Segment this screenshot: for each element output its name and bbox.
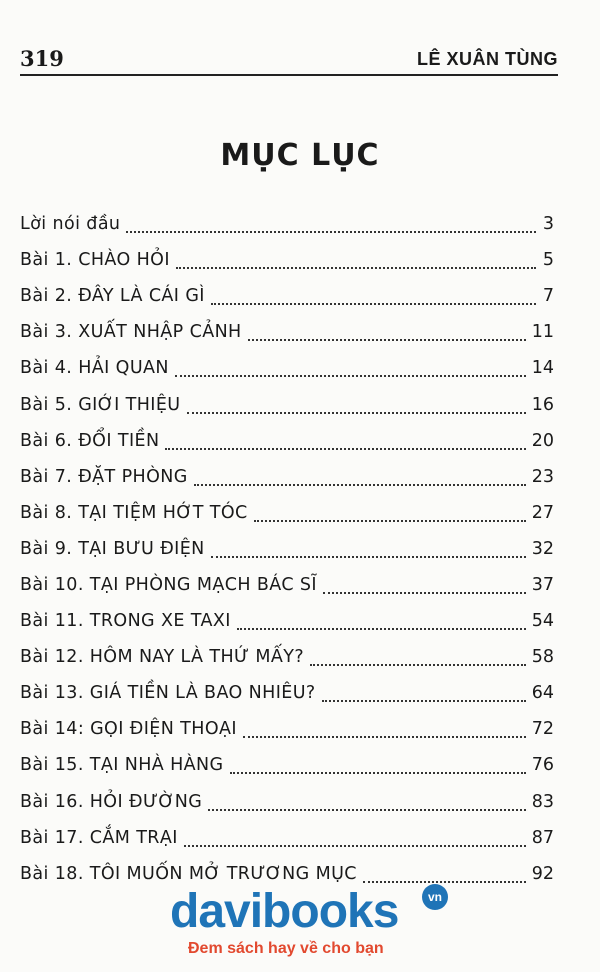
table-of-contents [20,206,554,892]
dot-leader [322,700,526,702]
toc-entry[interactable] [20,711,554,747]
toc-entry-page: 37 [531,574,554,595]
toc-entry[interactable] [20,639,554,675]
dot-leader [165,448,525,450]
dot-leader [310,664,526,666]
toc-entry-page: 64 [531,683,554,704]
dot-leader [184,845,526,847]
toc-entry[interactable] [20,278,554,314]
toc-entry[interactable] [20,603,554,639]
toc-entry-label: Bài 6. ĐỔI TIỀN [20,430,160,451]
toc-entry[interactable] [20,784,554,820]
toc-title: MỤC LỤC [220,138,380,173]
dot-leader [237,628,526,630]
toc-entry-page: 58 [531,647,554,668]
dot-leader [126,231,536,233]
toc-entry-page: 20 [531,430,554,451]
toc-entry-page: 5 [542,250,554,271]
toc-entry-page: 87 [531,827,554,848]
brand-slogan: Đem sách hay về cho bạn [188,940,384,957]
toc-entry[interactable] [20,531,554,567]
toc-entry-page: 16 [531,394,554,415]
dot-leader [187,412,526,414]
dot-leader [230,772,526,774]
toc-entry-label: Bài 18. TÔI MUỐN MỞ TRƯƠNG MỤC [20,863,357,884]
toc-entry-label: Bài 7. ĐẶT PHÒNG [20,466,188,487]
dot-leader [208,809,526,811]
dot-leader [254,520,526,522]
toc-entry-label: Bài 9. TẠI BƯU ĐIỆN [20,538,205,559]
toc-entry[interactable] [20,350,554,386]
toc-entry-page: 92 [531,863,554,884]
dot-leader [211,303,536,305]
toc-entry[interactable] [20,423,554,459]
toc-entry-label: Lời nói đầu [20,214,121,235]
toc-entry-label: Bài 1. CHÀO HỎI [20,250,170,271]
toc-entry-label: Bài 8. TẠI TIỆM HỚT TÓC [20,502,248,523]
dot-leader [248,339,526,341]
page-number: 319 [20,46,64,71]
toc-entry[interactable] [20,314,554,350]
brand-badge: vn [422,884,448,910]
toc-entry-page: 76 [531,755,554,776]
toc-entry-label: Bài 15. TẠI NHÀ HÀNG [20,755,224,776]
dot-leader [194,484,526,486]
toc-entry[interactable] [20,242,554,278]
toc-entry-page: 72 [531,719,554,740]
toc-entry-page: 23 [531,466,554,487]
toc-entry-label: Bài 3. XUẤT NHẬP CẢNH [20,322,242,343]
dot-leader [243,736,526,738]
toc-entry-label: Bài 13. GIÁ TIỀN LÀ BAO NHIÊU? [20,683,316,704]
toc-entry-label: Bài 16. HỎI ĐƯỜNG [20,791,203,812]
toc-entry[interactable] [20,820,554,856]
page-header [20,44,558,76]
dot-leader [211,556,526,558]
toc-entry-page: 83 [531,791,554,812]
toc-entry[interactable] [20,206,554,242]
toc-entry-label: Bài 5. GIỚI THIỆU [20,394,181,415]
toc-entry-label: Bài 4. HẢI QUAN [20,358,169,379]
author-name: LÊ XUÂN TÙNG [417,49,558,69]
toc-entry-label: Bài 12. HÔM NAY LÀ THỨ MẤY? [20,647,305,668]
toc-entry-label: Bài 14: GỌI ĐIỆN THOẠI [20,719,237,740]
toc-entry-page: 54 [531,611,554,632]
toc-entry-page: 27 [531,502,554,523]
toc-entry-page: 32 [531,538,554,559]
toc-entry-page: 11 [531,322,554,343]
toc-entry[interactable] [20,459,554,495]
toc-entry-page: 3 [542,214,554,235]
toc-entry-page: 14 [531,358,554,379]
toc-entry[interactable] [20,567,554,603]
toc-entry-label: Bài 17. CẮM TRẠI [20,827,178,848]
toc-entry-page: 7 [542,286,554,307]
watermark-logo [170,885,470,968]
brand-name: davibooks [170,885,399,938]
toc-entry[interactable] [20,675,554,711]
dot-leader [363,881,526,883]
toc-entry-label: Bài 2. ĐÂY LÀ CÁI GÌ [20,286,205,307]
dot-leader [176,267,536,269]
dot-leader [323,592,526,594]
dot-leader [175,375,526,377]
toc-entry[interactable] [20,495,554,531]
toc-entry[interactable] [20,386,554,422]
toc-entry[interactable] [20,747,554,783]
toc-entry-label: Bài 10. TẠI PHÒNG MẠCH BÁC SĨ [20,574,317,595]
toc-entry-label: Bài 11. TRONG XE TAXI [20,611,231,632]
